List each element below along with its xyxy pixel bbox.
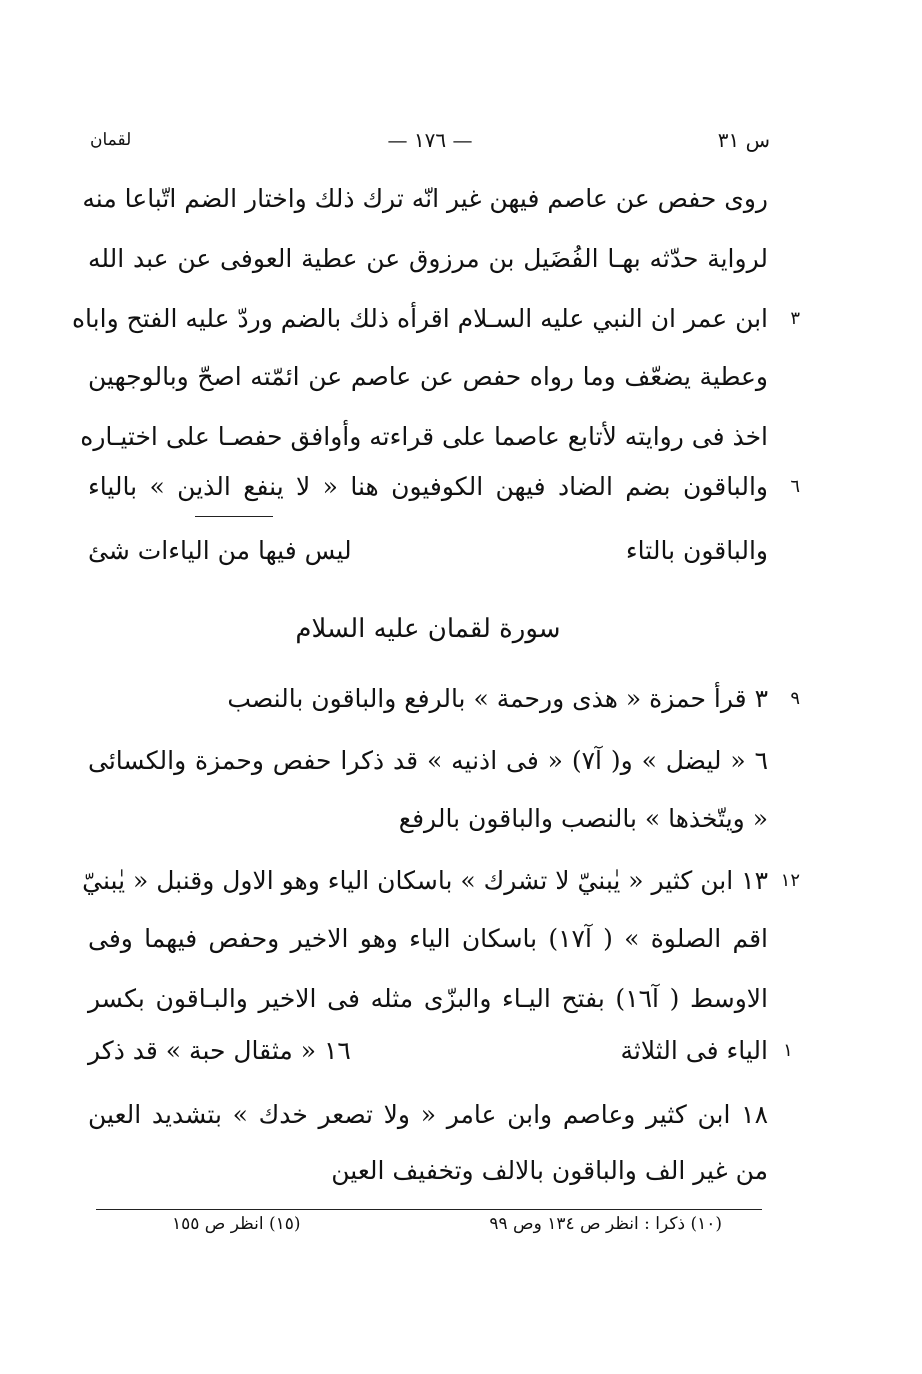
line-number: ١٢	[780, 870, 800, 891]
text-line	[88, 674, 800, 724]
text-line	[82, 856, 800, 906]
line-number: ٦	[790, 476, 800, 497]
line-text-right: الياء فى الثلاثة	[620, 1036, 768, 1065]
text-line	[80, 412, 768, 462]
line-text: « ويتّخذها » بالنصب والباقون بالرفع	[398, 804, 768, 833]
text-line	[71, 294, 800, 344]
line-text: والباقون بضم الضاد فيهن الكوفيون هنا « لا ينفع الذين » بالياء	[88, 472, 768, 501]
footnote-second: (١٥) انظر ص ١٥٥	[172, 1214, 301, 1234]
text-line	[88, 974, 768, 1024]
line-number: ٣	[790, 308, 800, 329]
line-text: لرواية حدّثه بهـا الفُضَيل بن مرزوق عن عطية العوفى عن عبد الله	[88, 244, 768, 273]
line-text-left: ١٦ « مثقال حبة » قد ذكر	[88, 1036, 351, 1065]
footnote-first: (١٠) ذكرا : انظر ص ١٣٤ وص ٩٩	[489, 1214, 722, 1234]
line-text: ٦ « ليضل » و( آ٧) « فى اذنيه » قد ذكرا حفص وحمزة والكسائى	[88, 746, 768, 775]
text-line-split	[88, 1026, 793, 1076]
line-text: الاوسط ( آ١٦) بفتح اليـاء والبزّى مثله فى الاخير والبـاقون بكسر	[88, 984, 768, 1013]
text-line-split	[88, 526, 768, 576]
line-text: من غير الف والباقون بالالف وتخفيف العين	[331, 1156, 768, 1185]
page-number: — ١٧٦ —	[387, 128, 473, 152]
line-text-right: والباقون بالتاء	[625, 536, 768, 565]
text-line	[88, 1146, 768, 1196]
text-line	[88, 352, 768, 402]
line-text: ٣ قرأ حمزة « هذى ورحمة » بالرفع والباقون بالنصب	[227, 684, 768, 713]
chapter-name: لقمان	[90, 130, 132, 150]
text-line	[88, 736, 768, 786]
line-text: ١٨ ابن كثير وعاصم وابن عامر « ولا تصعر خدك » بتشديد العين	[88, 1100, 768, 1129]
text-line	[88, 462, 800, 512]
overline-mark	[195, 516, 273, 517]
page-header	[90, 128, 770, 162]
text-line	[88, 234, 768, 284]
line-text: اخذ فى روايته لأتابع عاصما على قراءته وأوافق حفصـا على اختيـاره	[80, 422, 768, 451]
text-line	[82, 174, 768, 224]
line-text: روى حفص عن عاصم فيهن غير انّه ترك ذلك واختار الضم اتّباعا منه	[82, 184, 768, 213]
line-text: اقم الصلوة » ( آ١٧) باسكان الياء وهو الاخير وحفص فيهما وفى	[88, 924, 768, 953]
text-line	[88, 914, 768, 964]
line-text: وعطية يضعّف وما رواه حفص عن عاصم عن ائمّته اصحّ وبالوجهين	[88, 362, 768, 391]
line-number: ١	[783, 1040, 793, 1061]
line-text-left: ليس فيها من الياءات شئ	[88, 536, 352, 565]
line-text: ابن عمر ان النبي عليه السـلام اقرأه ذلك بالضم وردّ عليه الفتح واباه	[71, 304, 768, 333]
footnotes	[96, 1214, 762, 1244]
text-line	[88, 794, 768, 844]
text-line	[88, 1090, 768, 1140]
footnote-divider	[96, 1209, 762, 1210]
line-text: ١٣ ابن كثير « يٰبنيّ لا تشرك » باسكان الياء وهو الاول وقنبل « يٰبنيّ	[82, 866, 768, 895]
section-title: سورة لقمان عليه السلام	[295, 614, 561, 644]
line-number: ٩	[790, 688, 800, 709]
surah-code: س ٣١	[717, 128, 770, 152]
